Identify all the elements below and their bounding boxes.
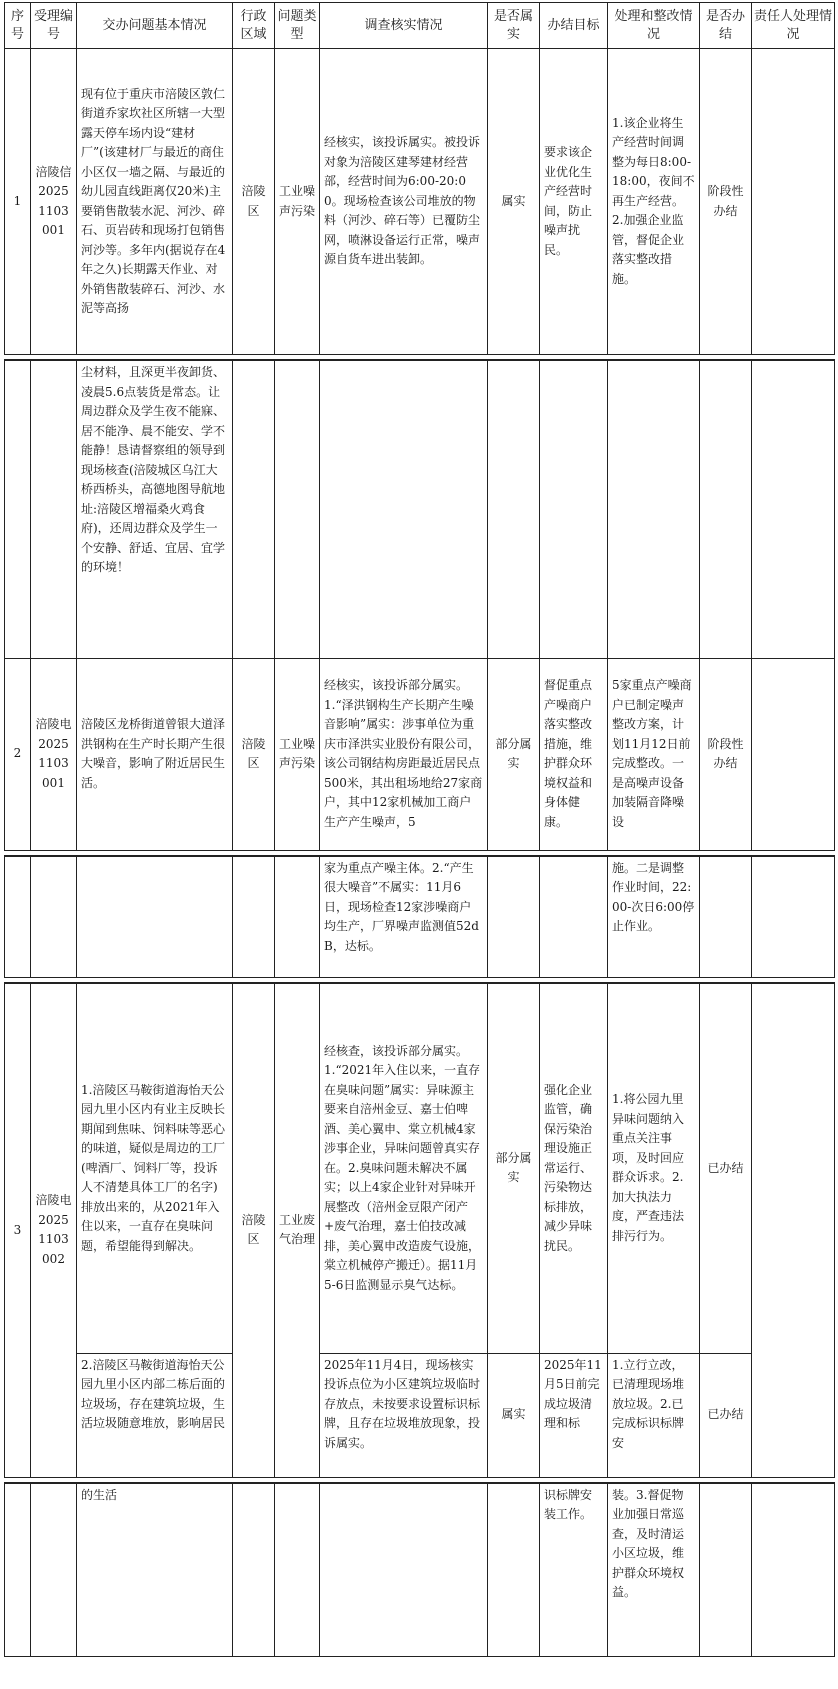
row1-basic-part2: 尘材料，且深更半夜卸货、凌晨5.6点装货是常态。让周边群众及学生夜不能寐、居不能净、晨不能安、学不能静！恳请督察组的领导到现场核查(涪陵城区乌江大桥西桥头，高德地图导航地址:涪陵区增福桑火鸡食府)，还周边群众及学生一个安静、舒适、宜居、宜学的环境！ <box>77 360 233 658</box>
row3-sub2-goal-part2: 识标牌安装工作。 <box>540 1483 608 1657</box>
row3-sub2-basic-part1: 2.涪陵区马鞍街道海怡天公园九里小区内部二栋后面的垃圾场，存在建筑垃圾，生活垃圾随意堆放，影响居民 <box>77 1353 233 1477</box>
row3-sub2-rectification-part1: 1.立行立改，已清理现场堆放垃圾。2.已完成标识标牌安 <box>608 1353 700 1477</box>
row3-responsible <box>752 983 835 1477</box>
row1-goal: 要求该企业优化生产经营时间，防止噪声扰民。 <box>540 49 608 355</box>
table-row-3-sub2 <box>5 1353 835 1477</box>
row2-region: 涪陵区 <box>233 658 275 850</box>
row1-id: 涪陵信2025 1103 001 <box>31 49 77 355</box>
table-segment-5 <box>4 1482 835 1658</box>
petition-table-page <box>4 2 834 1657</box>
row1-closed: 阶段性办结 <box>700 49 752 355</box>
header-id: 受理编号 <box>31 3 77 49</box>
header-verified: 是否属实 <box>488 3 540 49</box>
row1-verified: 属实 <box>488 49 540 355</box>
row3-sub2-basic-part2: 的生活 <box>77 1483 233 1657</box>
row2-responsible <box>752 658 835 850</box>
row1-type: 工业噪声污染 <box>275 49 320 355</box>
header-type: 问题类型 <box>275 3 320 49</box>
row1-responsible <box>752 49 835 355</box>
row3-sub2-closed: 已办结 <box>700 1353 752 1477</box>
row3-seq: 3 <box>5 983 31 1477</box>
row2-rectification-part1: 5家重点产噪商户已制定噪声整改方案，计划11月12日前完成整改。一是高噪声设备加装隔音降噪设 <box>608 658 700 850</box>
header-investigation: 调查核实情况 <box>320 3 488 49</box>
row3-sub1-verified: 部分属实 <box>488 983 540 1353</box>
table-row-1 <box>5 49 835 355</box>
header-seq: 序号 <box>5 3 31 49</box>
row2-investigation-part1: 经核实，该投诉部分属实。1.“泽洪钢构生产长期产生噪音影响”属实：涉事单位为重庆市泽洪实业股份有限公司，该公司钢结构房距最近居民点500米，其出租场地给27家商户，其中12家机械加工商户生产产生噪声，5 <box>320 658 488 850</box>
table-segment-3 <box>4 855 835 979</box>
table-row-3-sub1 <box>5 983 835 1353</box>
row2-verified: 部分属实 <box>488 658 540 850</box>
row3-sub2-investigation: 2025年11月4日，现场核实投诉点位为小区建筑垃圾临时存放点，未按要求设置标识标牌，且存在垃圾堆放现象，投诉属实。 <box>320 1353 488 1477</box>
row3-region: 涪陵区 <box>233 983 275 1477</box>
header-goal: 办结目标 <box>540 3 608 49</box>
header-responsible: 责任人处理情况 <box>752 3 835 49</box>
row3-id: 涪陵电2025 1103 002 <box>31 983 77 1477</box>
row1-seq: 1 <box>5 49 31 355</box>
row3-sub1-investigation: 经核查，该投诉部分属实。1.“2021年入住以来，一直存在臭味问题”属实：异味源主要来自涪州金豆、嘉士伯啤酒、美心翼申、棠立机械4家涉事企业，异味问题曾真实存在。2.臭味问题未解决不属实；以上4家企业针对异味开展整改（涪州金豆限产闭产+废气治理，嘉士伯技改减排，美心翼申改造废气设施，棠立机械停产搬迁）。据11月5-6日监测显示臭气达标。 <box>320 983 488 1353</box>
row2-id: 涪陵电2025 1103 001 <box>31 658 77 850</box>
row2-type: 工业噪声污染 <box>275 658 320 850</box>
header-rectification: 处理和整改情况 <box>608 3 700 49</box>
header-row <box>5 3 835 49</box>
table-segment-2 <box>4 359 835 851</box>
table-segment-4 <box>4 982 835 1478</box>
row2-closed: 阶段性办结 <box>700 658 752 850</box>
table-row-1-continued <box>5 360 835 658</box>
row3-sub2-verified: 属实 <box>488 1353 540 1477</box>
row2-goal: 督促重点产噪商户落实整改措施，维护群众环境权益和身体健康。 <box>540 658 608 850</box>
row1-rectification: 1.该企业将生产经营时间调整为每日8:00-18:00，夜间不再生产经营。2.加强企业监管，督促企业落实整改措施。 <box>608 49 700 355</box>
row3-sub1-goal: 强化企业监管，确保污染治理设施正常运行、污染物达标排放，减少异味扰民。 <box>540 983 608 1353</box>
table-row-3-sub2-continued <box>5 1483 835 1657</box>
row3-sub2-goal-part1: 2025年11月5日前完成垃圾清理和标 <box>540 1353 608 1477</box>
header-closed: 是否办结 <box>700 3 752 49</box>
row2-rectification-part2: 施。二是调整作业时间，22:00-次日6:00停止作业。 <box>608 856 700 978</box>
table-segment-1 <box>4 2 835 355</box>
row3-sub2-rectification-part2: 装。3.督促物业加强日常巡查，及时清运小区垃圾，维护群众环境权益。 <box>608 1483 700 1657</box>
row1-region: 涪陵区 <box>233 49 275 355</box>
row3-sub1-rectification: 1.将公园九里异味问题纳入重点关注事项，及时回应群众诉求。2.加大执法力度，严查违法排污行为。 <box>608 983 700 1353</box>
table-row-2-continued <box>5 856 835 978</box>
header-region: 行政区域 <box>233 3 275 49</box>
row3-type: 工业废气治理 <box>275 983 320 1477</box>
table-row-2 <box>5 658 835 850</box>
row1-basic-part1: 现有位于重庆市涪陵区敦仁街道乔家坎社区所辖一大型露天停车场内设“建材厂”(该建材厂与最近的商住小区仅一墙之隔、与最近的幼儿园直线距离仅20米)主要销售散装水泥、河沙、碎石、页岩砖和现场打包销售河沙等。多年内(据说存在4年之久)长期露天作业、对外销售散装碎石、河沙、水泥等高扬 <box>77 49 233 355</box>
row2-investigation-part2: 家为重点产噪主体。2.“产生很大噪音”不属实：11月6日，现场检查12家涉噪商户均生产，厂界噪声监测值52dB，达标。 <box>320 856 488 978</box>
row3-sub1-closed: 已办结 <box>700 983 752 1353</box>
row1-investigation: 经核实，该投诉属实。被投诉对象为涪陵区建琴建材经营部，经营时间为6:00-20:00。现场检查该公司堆放的物料（河沙、碎石等）已覆防尘网，喷淋设备运行正常，噪声源自货车进出装卸。 <box>320 49 488 355</box>
row2-seq: 2 <box>5 658 31 850</box>
row2-basic: 涪陵区龙桥街道曾银大道泽洪钢构在生产时长期产生很大噪音，影响了附近居民生活。 <box>77 658 233 850</box>
row3-sub1-basic: 1.涪陵区马鞍街道海怡天公园九里小区内有业主反映长期闻到焦味、饲料味等恶心的味道，疑似是周边的工厂(啤酒厂、饲料厂等，投诉人不清楚具体工厂的名字)排放出来的，从2021年入住以来，一直存在臭味问题，希望能得到解决。 <box>77 983 233 1353</box>
header-basic: 交办问题基本情况 <box>77 3 233 49</box>
